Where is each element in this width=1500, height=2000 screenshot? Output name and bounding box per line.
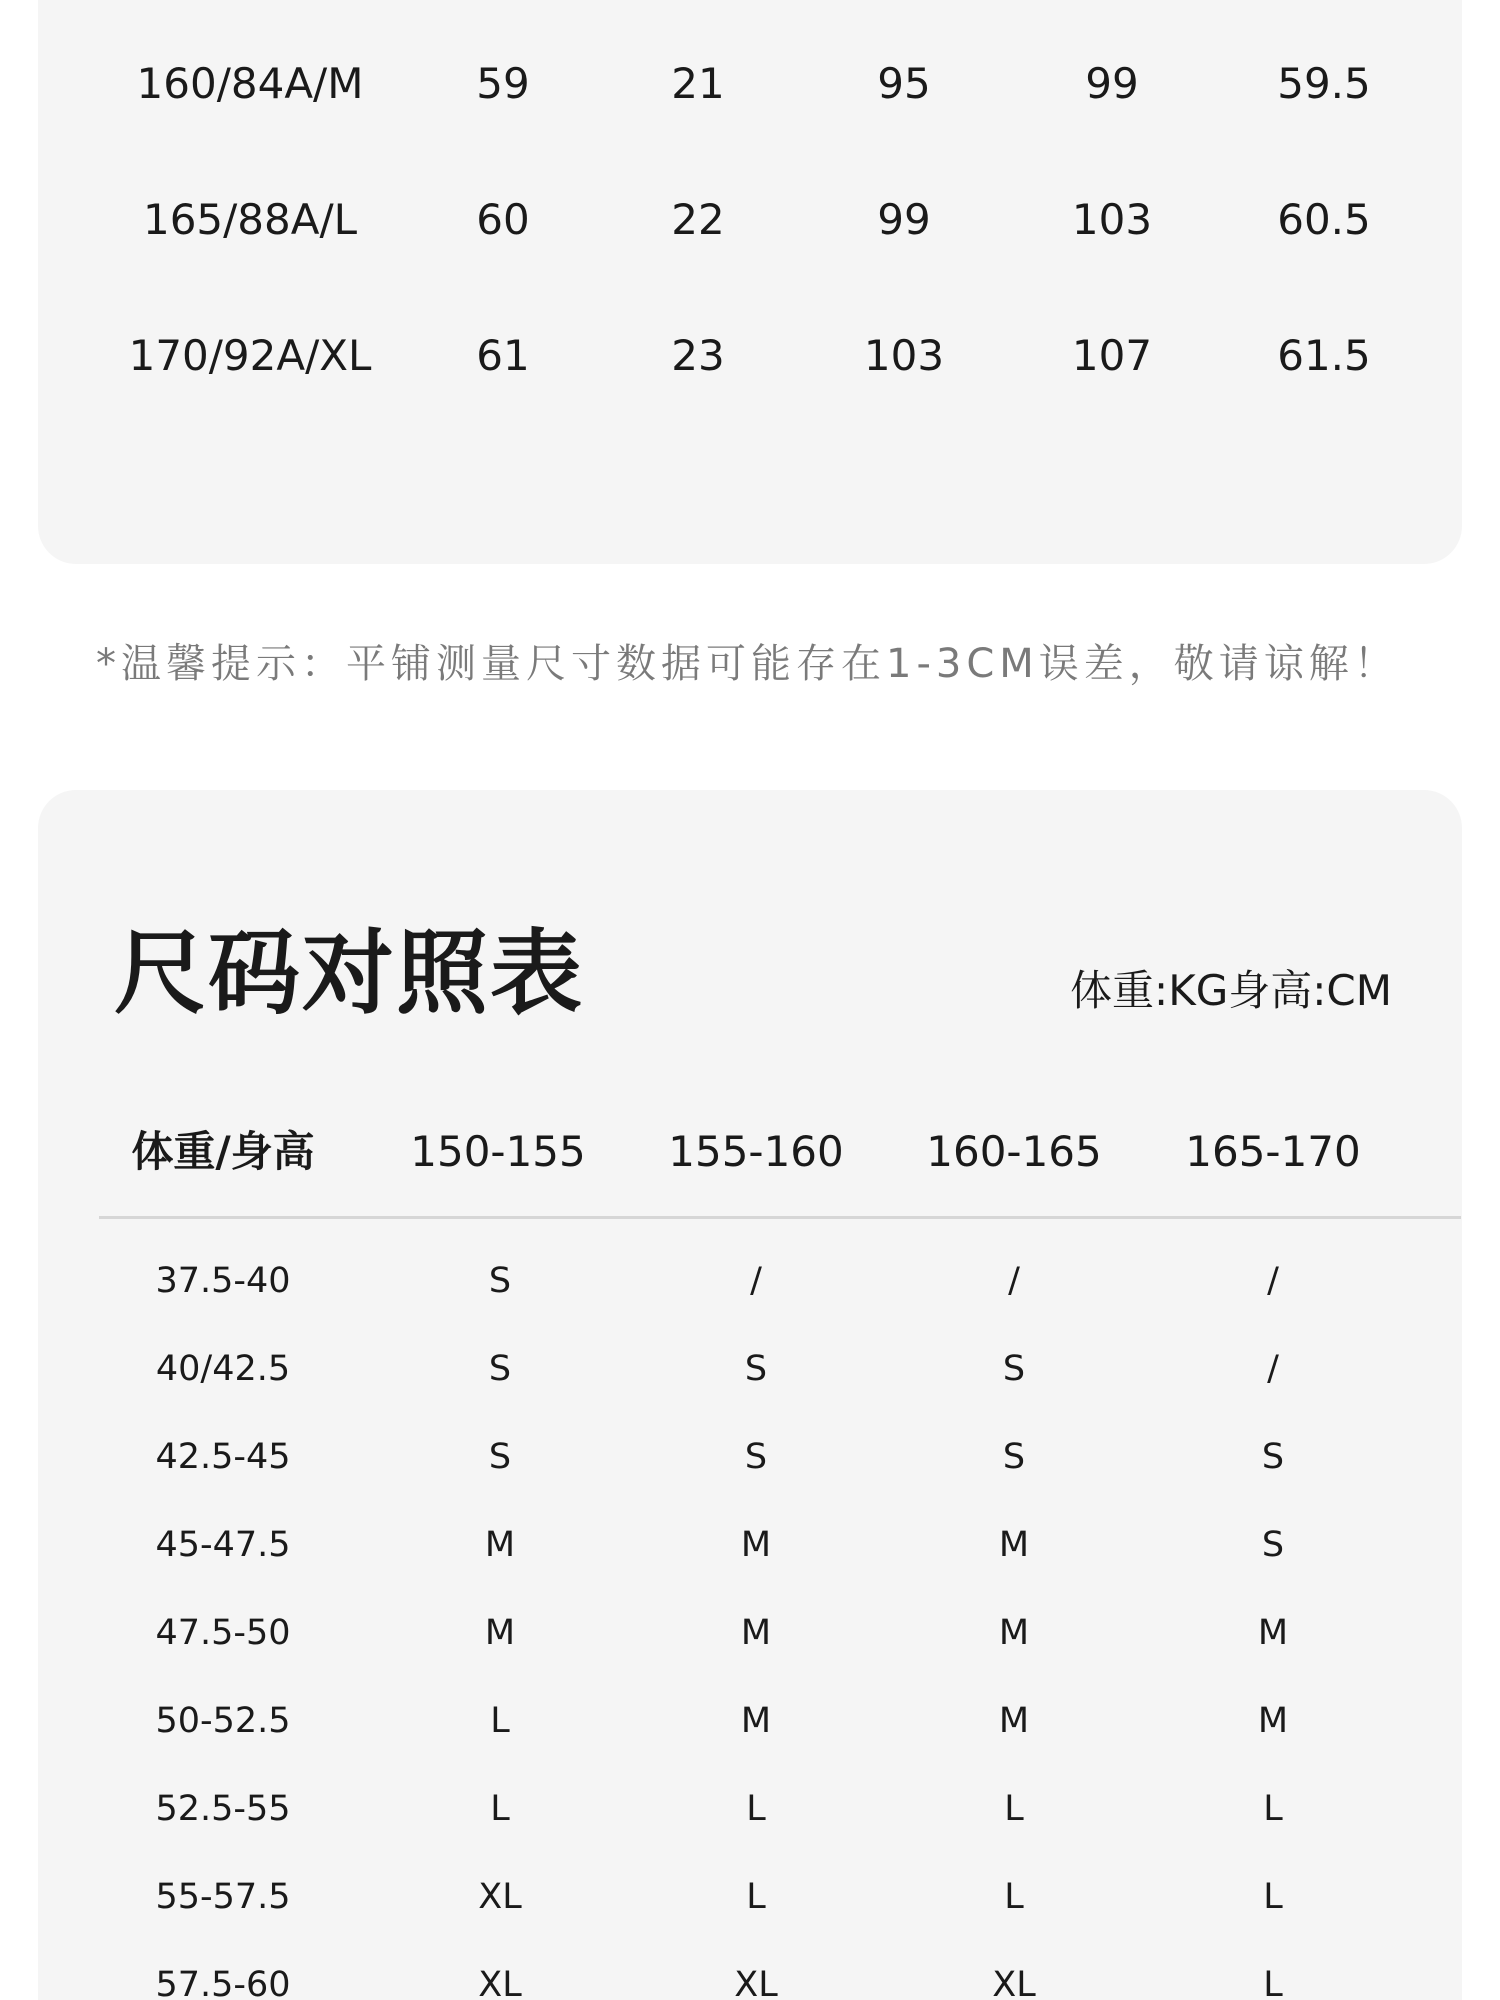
measurement-value: 61.5 <box>1277 331 1371 380</box>
size-cell: L <box>1004 1877 1024 1917</box>
measurement-value: 107 <box>1071 331 1153 380</box>
size-cell: L <box>1004 1789 1024 1829</box>
size-cell: / <box>1008 1261 1020 1301</box>
size-chart-row <box>38 1603 1462 1663</box>
size-chart-row <box>38 1515 1462 1575</box>
header-height-range: 150-155 <box>410 1127 586 1176</box>
weight-range-cell: 37.5-40 <box>155 1261 291 1301</box>
size-cell: M <box>998 1701 1030 1741</box>
size-chart-row <box>38 1955 1462 2000</box>
measurement-value: 21 <box>671 59 725 108</box>
header-divider <box>99 1216 1461 1219</box>
size-cell: M <box>484 1525 516 1565</box>
header-height-range: 165-170 <box>1185 1127 1361 1176</box>
size-cell: L <box>490 1701 510 1741</box>
measurement-row <box>38 44 1462 124</box>
size-cell: L <box>1263 1789 1283 1829</box>
measurement-value: 99 <box>877 195 931 244</box>
header-height-range: 160-165 <box>926 1127 1102 1176</box>
size-cell: XL <box>992 1965 1036 2000</box>
size-cell: M <box>998 1613 1030 1653</box>
size-cell: XL <box>478 1877 522 1917</box>
measurement-value: 95 <box>877 59 931 108</box>
measurement-row <box>38 180 1462 260</box>
measurement-size-label: 160/84A/M <box>136 59 364 108</box>
measurement-value: 60.5 <box>1277 195 1371 244</box>
measurement-value: 61 <box>476 331 530 380</box>
size-chart-unit-note: 体重:KG身高:CM <box>1070 966 1392 1015</box>
size-cell: M <box>740 1613 772 1653</box>
size-cell: M <box>484 1613 516 1653</box>
measurement-card <box>38 0 1462 564</box>
size-cell: M <box>1257 1701 1289 1741</box>
weight-range-cell: 42.5-45 <box>155 1437 291 1477</box>
size-cell: M <box>998 1525 1030 1565</box>
size-cell: L <box>1263 1965 1283 2000</box>
size-cell: S <box>1002 1349 1026 1389</box>
weight-range-cell: 40/42.5 <box>155 1349 291 1389</box>
measurement-value: 59.5 <box>1277 59 1371 108</box>
measurement-row <box>38 316 1462 396</box>
weight-range-cell: 52.5-55 <box>155 1789 291 1829</box>
size-chart-row <box>38 1691 1462 1751</box>
measurement-value: 59 <box>476 59 530 108</box>
weight-range-cell: 57.5-60 <box>155 1965 291 2000</box>
measurement-value: 22 <box>671 195 725 244</box>
size-cell: S <box>744 1349 768 1389</box>
size-cell: S <box>1261 1437 1285 1477</box>
weight-range-cell: 55-57.5 <box>155 1877 291 1917</box>
size-cell: S <box>488 1437 512 1477</box>
measurement-size-label: 165/88A/L <box>142 195 358 244</box>
size-cell: / <box>1267 1261 1279 1301</box>
measurement-value: 103 <box>1071 195 1153 244</box>
size-cell: S <box>1002 1437 1026 1477</box>
header-weight-height: 体重/身高 <box>131 1127 315 1176</box>
measurement-value: 60 <box>476 195 530 244</box>
header-height-range: 155-160 <box>668 1127 844 1176</box>
size-cell: M <box>1257 1613 1289 1653</box>
size-cell: S <box>488 1261 512 1301</box>
size-cell: L <box>746 1877 766 1917</box>
measurement-value: 23 <box>671 331 725 380</box>
size-cell: L <box>1263 1877 1283 1917</box>
weight-range-cell: 50-52.5 <box>155 1701 291 1741</box>
size-cell: L <box>746 1789 766 1829</box>
size-chart-row <box>38 1339 1462 1399</box>
size-chart-header-row <box>38 1112 1462 1192</box>
size-chart-row <box>38 1867 1462 1927</box>
measurement-value: 99 <box>1085 59 1139 108</box>
size-cell: / <box>750 1261 762 1301</box>
size-cell: M <box>740 1701 772 1741</box>
measurement-size-label: 170/92A/XL <box>128 331 372 380</box>
size-cell: XL <box>734 1965 778 2000</box>
weight-range-cell: 47.5-50 <box>155 1613 291 1653</box>
size-cell: M <box>740 1525 772 1565</box>
size-cell: XL <box>478 1965 522 2000</box>
size-cell: S <box>744 1437 768 1477</box>
measurement-value: 103 <box>863 331 945 380</box>
size-chart-title: 尺码对照表 <box>114 920 585 1027</box>
size-chart-card <box>38 790 1462 2000</box>
size-cell: S <box>488 1349 512 1389</box>
size-cell: / <box>1267 1349 1279 1389</box>
size-cell: L <box>490 1789 510 1829</box>
size-chart-row <box>38 1779 1462 1839</box>
measurement-tip: *温馨提示：平铺测量尺寸数据可能存在1-3CM误差，敬请谅解！ <box>96 641 1399 687</box>
size-chart-row <box>38 1251 1462 1311</box>
size-cell: S <box>1261 1525 1285 1565</box>
weight-range-cell: 45-47.5 <box>155 1525 291 1565</box>
size-chart-row <box>38 1427 1462 1487</box>
